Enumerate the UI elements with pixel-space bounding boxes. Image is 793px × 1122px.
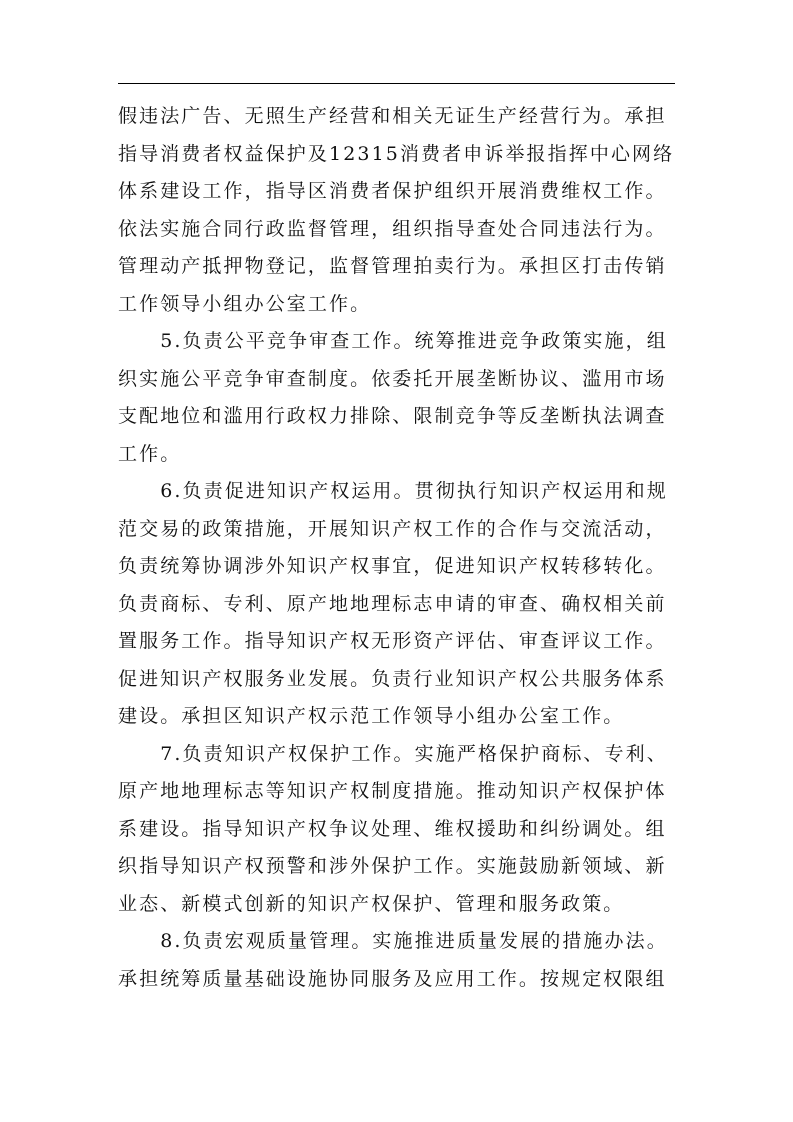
text-line: 工作。	[118, 442, 182, 465]
text-line: 支配地位和滥用行政权力排除、限制竞争等反垄断执法调查	[118, 405, 667, 427]
text-line: 8.负责宏观质量管理。实施推进质量发展的措施办法。	[118, 930, 668, 952]
text-line: 体系建设工作，指导区消费者保护组织开展消费维权工作。	[118, 180, 667, 202]
text-line: 7.负责知识产权保护工作。实施严格保护商标、专利、	[118, 742, 668, 765]
text-line: 承担统筹质量基础设施协同服务及应用工作。按规定权限组	[118, 967, 667, 990]
text-line: 范交易的政策措施，开展知识产权工作的合作与交流活动，	[118, 517, 667, 540]
text-line: 建设。承担区知识产权示范工作领导小组办公室工作。	[118, 705, 625, 727]
text-line: 负责统筹协调涉外知识产权事宜，促进知识产权转移转化。	[118, 555, 667, 577]
text-line: 管理动产抵押物登记，监督管理拍卖行为。承担区打击传销	[118, 255, 667, 277]
text-line: 负责商标、专利、原产地地理标志申请的审查、确权相关前	[118, 592, 667, 615]
text-line: 织指导知识产权预警和涉外保护工作。实施鼓励新领域、新	[118, 855, 667, 877]
text-line: 织实施公平竞争审查制度。依委托开展垄断协议、滥用市场	[118, 367, 667, 390]
body-text	[118, 98, 688, 998]
text-line: 原产地地理标志等知识产权制度措施。推动知识产权保护体	[118, 780, 667, 802]
text-line: 促进知识产权服务业发展。负责行业知识产权公共服务体系	[118, 667, 667, 690]
header-rule	[118, 83, 675, 84]
text-line: 系建设。指导知识产权争议处理、维权援助和纠纷调处。组	[118, 817, 667, 840]
text-line: 工作领导小组办公室工作。	[118, 292, 372, 315]
text-line: 假违法广告、无照生产经营和相关无证生产经营行为。承担	[118, 105, 667, 127]
text-line: 置服务工作。指导知识产权无形资产评估、审查评议工作。	[118, 630, 667, 652]
text-line: 指导消费者权益保护及12315消费者申诉举报指挥中心网络	[118, 142, 675, 165]
text-line: 依法实施合同行政监督管理，组织指导查处合同违法行为。	[118, 217, 667, 240]
text-line: 6.负责促进知识产权运用。贯彻执行知识产权运用和规	[118, 480, 668, 502]
text-line: 5.负责公平竞争审查工作。统筹推进竞争政策实施，组	[118, 330, 668, 352]
text-line: 业态、新模式创新的知识产权保护、管理和服务政策。	[118, 892, 625, 915]
